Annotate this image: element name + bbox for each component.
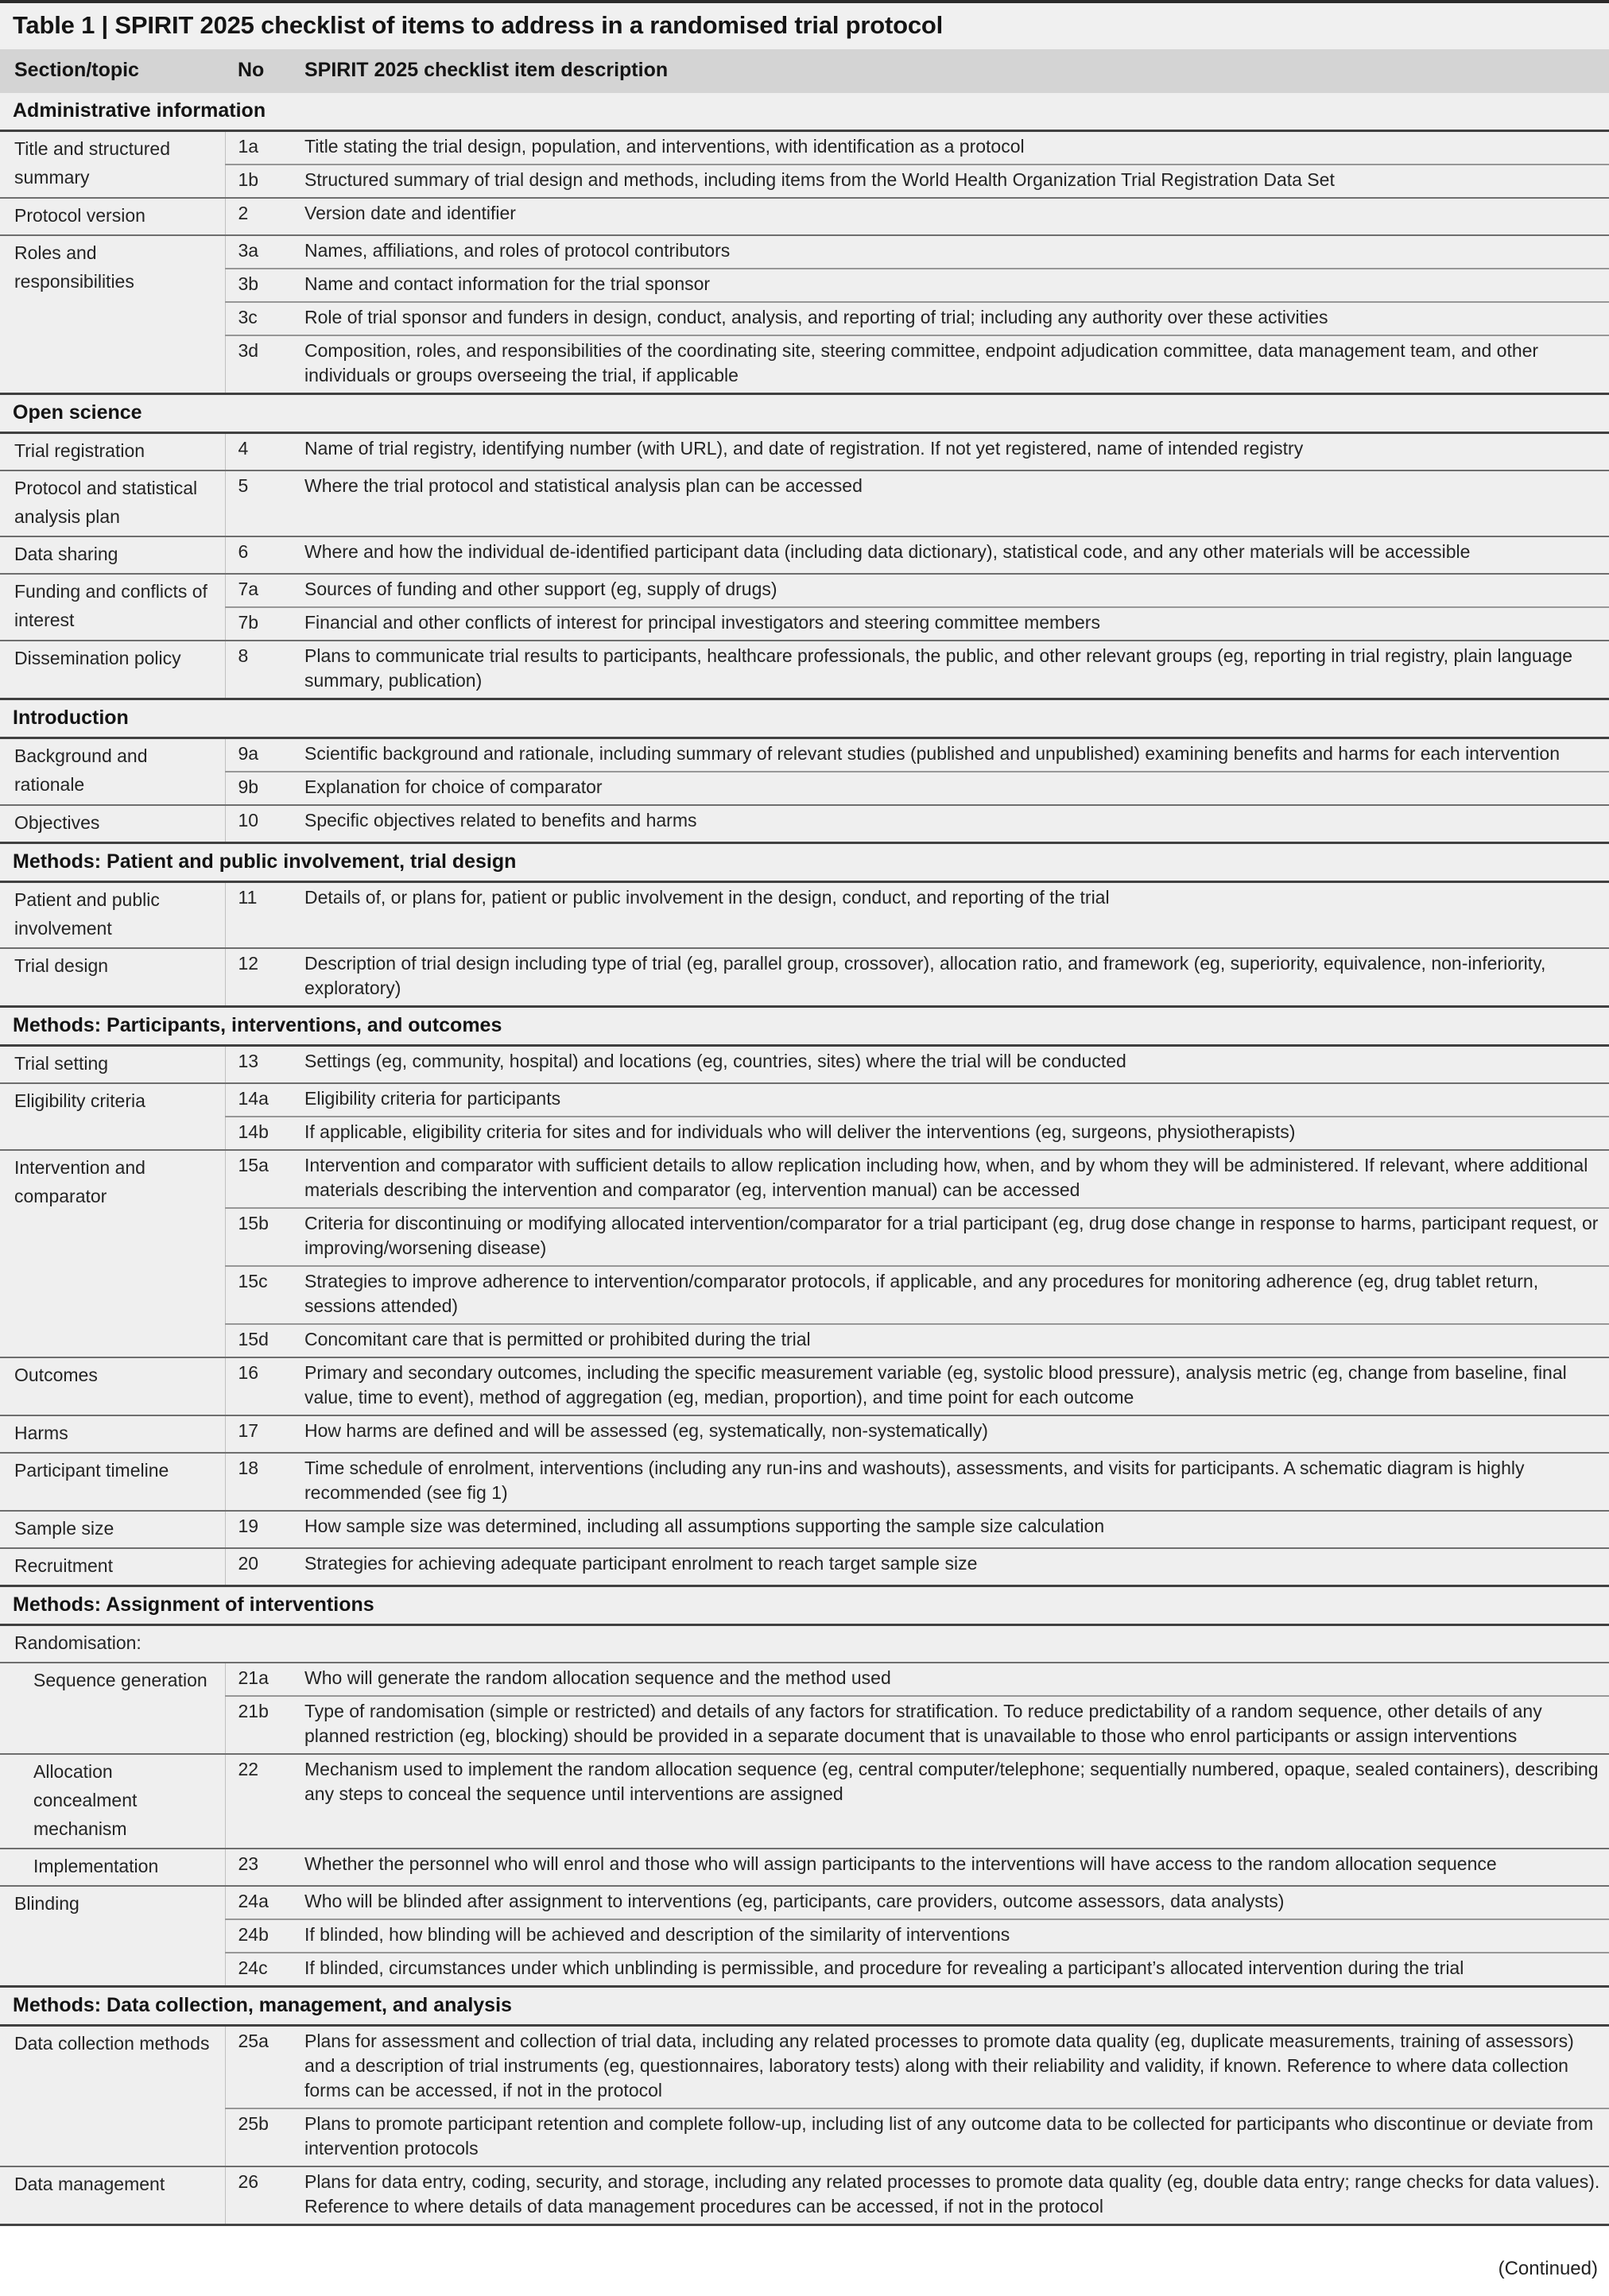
item-description-cell: If blinded, how blinding will be achieved and description of the similarity of interventions — [304, 1919, 1609, 1953]
item-description-cell: Strategies for achieving adequate participant enrolment to reach target sample size — [304, 1548, 1609, 1586]
topic-cell: Outcomes — [0, 1357, 225, 1415]
item-number-cell: 20 — [225, 1548, 304, 1586]
table-title-bar — [0, 3, 1609, 49]
table-row — [0, 1453, 1609, 1511]
topic-cell: Participant timeline — [0, 1453, 225, 1511]
section-header-label: Methods: Patient and public involvement, trial design — [0, 843, 1609, 882]
table-row — [0, 882, 1609, 949]
table-row — [0, 335, 1609, 394]
item-description-cell: Plans for assessment and collection of trial data, including any related processes to promote data quality (eg, duplicate measurements, training of assessors) and a description of trial instruments (eg, questionnaires, laboratory tests) along with their reliability and validity, if known. Reference to where data collection forms can be accessed, if not in the protocol — [304, 2026, 1609, 2109]
item-number-cell: 9a — [225, 738, 304, 772]
item-number-cell: 24b — [225, 1919, 304, 1953]
item-description-cell: If blinded, circumstances under which unblinding is permissible, and procedure for revealing a participant’s allocated intervention during the trial — [304, 1953, 1609, 1987]
item-description-cell: Settings (eg, community, hospital) and locations (eg, countries, sites) where the trial will be conducted — [304, 1046, 1609, 1084]
column-header-no: No — [225, 49, 304, 93]
item-description-cell: Financial and other conflicts of interest for principal investigators and steering committee members — [304, 607, 1609, 641]
item-number-cell: 8 — [225, 641, 304, 699]
table-row — [0, 235, 1609, 269]
section-row — [0, 1987, 1609, 2026]
table-row — [0, 1266, 1609, 1324]
item-number-cell: 5 — [225, 470, 304, 536]
item-number-cell: 15d — [225, 1324, 304, 1357]
table-row — [0, 641, 1609, 699]
section-row — [0, 1586, 1609, 1625]
table-row — [0, 536, 1609, 574]
item-description-cell: Who will generate the random allocation sequence and the method used — [304, 1663, 1609, 1696]
spirit-checklist-table — [0, 49, 1609, 2226]
table-row — [0, 1625, 1609, 1663]
item-number-cell: 7b — [225, 607, 304, 641]
item-description-cell: Type of randomisation (simple or restricted) and details of any factors for stratification. To reduce predictability of a random sequence, other details of any planned restriction (eg, blocking) should be provided in a separate document that is unavailable to those who enrol participants or assign interventions — [304, 1696, 1609, 1754]
section-header-label: Methods: Data collection, management, and analysis — [0, 1987, 1609, 2026]
item-description-cell: Version date and identifier — [304, 198, 1609, 235]
topic-cell: Intervention and comparator — [0, 1150, 225, 1357]
item-description-cell: How sample size was determined, including all assumptions supporting the sample size calculation — [304, 1511, 1609, 1548]
topic-cell: Blinding — [0, 1886, 225, 1987]
item-number-cell: 1a — [225, 131, 304, 165]
table-row — [0, 607, 1609, 641]
table-row — [0, 948, 1609, 1007]
topic-cell: Harms — [0, 1415, 225, 1453]
section-header-label: Methods: Assignment of interventions — [0, 1586, 1609, 1625]
item-description-cell: Primary and secondary outcomes, including the specific measurement variable (eg, systolic blood pressure), analysis metric (eg, change from baseline, final value, time to event), method of aggregation (eg, median, proportion), and time point for each outcome — [304, 1357, 1609, 1415]
section-header-label: Open science — [0, 394, 1609, 433]
item-number-cell: 21b — [225, 1696, 304, 1754]
item-description-cell: Details of, or plans for, patient or public involvement in the design, conduct, and reporting of the trial — [304, 882, 1609, 949]
item-number-cell: 4 — [225, 433, 304, 471]
table-row — [0, 772, 1609, 805]
table-row — [0, 131, 1609, 165]
table-row — [0, 1953, 1609, 1987]
item-description-cell: Concomitant care that is permitted or prohibited during the trial — [304, 1324, 1609, 1357]
topic-cell: Implementation — [0, 1849, 225, 1886]
table-title: Table 1 | SPIRIT 2025 checklist of items to address in a randomised trial protocol — [13, 11, 944, 39]
item-description-cell: Structured summary of trial design and methods, including items from the World Health Organization Trial Registration Data Set — [304, 165, 1609, 198]
table-row — [0, 805, 1609, 843]
item-description-cell: Time schedule of enrolment, interventions (including any run-ins and washouts), assessments, and visits for participants. A schematic diagram is highly recommended (see fig 1) — [304, 1453, 1609, 1511]
topic-cell: Trial design — [0, 948, 225, 1007]
item-description-cell: Plans to communicate trial results to participants, healthcare professionals, the public, and other relevant groups (eg, reporting in trial registry, plain language summary, publication) — [304, 641, 1609, 699]
table-body — [0, 93, 1609, 2225]
item-number-cell: 6 — [225, 536, 304, 574]
item-number-cell: 24a — [225, 1886, 304, 1919]
table-row — [0, 165, 1609, 198]
table-row — [0, 198, 1609, 235]
topic-cell: Roles and responsibilities — [0, 235, 225, 394]
topic-cell: Sample size — [0, 1511, 225, 1548]
item-description-cell: Name and contact information for the trial sponsor — [304, 269, 1609, 302]
section-header-label: Administrative information — [0, 93, 1609, 131]
item-description-cell: Plans to promote participant retention and complete follow-up, including list of any outcome data to be collected for participants who discontinue or deviate from intervention protocols — [304, 2108, 1609, 2166]
table-row — [0, 1046, 1609, 1084]
table-row — [0, 1663, 1609, 1696]
table-row — [0, 1150, 1609, 1208]
item-number-cell: 12 — [225, 948, 304, 1007]
item-description-cell: Names, affiliations, and roles of protocol contributors — [304, 235, 1609, 269]
table-row — [0, 1696, 1609, 1754]
section-row — [0, 394, 1609, 433]
item-description-cell: Where and how the individual de-identified participant data (including data dictionary), statistical code, and any other materials will be accessible — [304, 536, 1609, 574]
table-row — [0, 2166, 1609, 2225]
table-header — [0, 49, 1609, 93]
table-row — [0, 1511, 1609, 1548]
table-row — [0, 1208, 1609, 1266]
table-row — [0, 2108, 1609, 2166]
section-row — [0, 699, 1609, 738]
table-row — [0, 269, 1609, 302]
item-number-cell: 3c — [225, 302, 304, 335]
table-row — [0, 2026, 1609, 2109]
topic-cell: Trial registration — [0, 433, 225, 471]
topic-cell: Recruitment — [0, 1548, 225, 1586]
item-number-cell: 2 — [225, 198, 304, 235]
item-number-cell: 23 — [225, 1849, 304, 1886]
item-number-cell: 15c — [225, 1266, 304, 1324]
topic-cell: Protocol version — [0, 198, 225, 235]
table-row — [0, 433, 1609, 471]
item-description-cell: Role of trial sponsor and funders in design, conduct, analysis, and reporting of trial; including any authority over these activities — [304, 302, 1609, 335]
topic-cell: Trial setting — [0, 1046, 225, 1084]
item-description-cell: How harms are defined and will be assessed (eg, systematically, non-systematically) — [304, 1415, 1609, 1453]
topic-cell: Allocation concealment mechanism — [0, 1754, 225, 1849]
table-row — [0, 1548, 1609, 1586]
topic-cell: Data management — [0, 2166, 225, 2225]
item-number-cell: 24c — [225, 1953, 304, 1987]
table-row — [0, 1919, 1609, 1953]
table-row — [0, 1849, 1609, 1886]
section-row — [0, 93, 1609, 131]
item-number-cell: 15a — [225, 1150, 304, 1208]
item-number-cell: 1b — [225, 165, 304, 198]
item-number-cell: 25a — [225, 2026, 304, 2109]
item-number-cell: 18 — [225, 1453, 304, 1511]
item-description-cell: Specific objectives related to benefits and harms — [304, 805, 1609, 843]
table-row — [0, 1083, 1609, 1117]
topic-cell: Eligibility criteria — [0, 1083, 225, 1150]
topic-cell: Title and structured summary — [0, 131, 225, 199]
item-description-cell: Eligibility criteria for participants — [304, 1083, 1609, 1117]
item-description-cell: If applicable, eligibility criteria for sites and for individuals who will deliver the interventions (eg, surgeons, physiotherapists) — [304, 1117, 1609, 1150]
item-description-cell: Plans for data entry, coding, security, and storage, including any related processes to promote data quality (eg, double data entry; range checks for data values). Reference to where details of data management procedures can be accessed, if not in the protocol — [304, 2166, 1609, 2225]
continued-note: (Continued) — [1498, 2258, 1598, 2279]
item-number-cell: 3d — [225, 335, 304, 394]
column-header-section-topic: Section/topic — [0, 49, 225, 93]
topic-cell: Background and rationale — [0, 738, 225, 806]
item-number-cell: 3a — [225, 235, 304, 269]
table-row — [0, 1357, 1609, 1415]
topic-cell: Objectives — [0, 805, 225, 843]
item-description-cell: Title stating the trial design, population, and interventions, with identification as a protocol — [304, 131, 1609, 165]
item-number-cell: 14a — [225, 1083, 304, 1117]
topic-cell: Data sharing — [0, 536, 225, 574]
item-description-cell: Explanation for choice of comparator — [304, 772, 1609, 805]
item-number-cell: 13 — [225, 1046, 304, 1084]
item-number-cell: 3b — [225, 269, 304, 302]
table-row — [0, 738, 1609, 772]
table-row — [0, 302, 1609, 335]
topic-cell: Data collection methods — [0, 2026, 225, 2167]
item-description-cell: Where the trial protocol and statistical analysis plan can be accessed — [304, 470, 1609, 536]
item-description-cell: Whether the personnel who will enrol and those who will assign participants to the interventions will have access to the random allocation sequence — [304, 1849, 1609, 1886]
section-header-label: Methods: Participants, interventions, and outcomes — [0, 1007, 1609, 1046]
topic-cell: Protocol and statistical analysis plan — [0, 470, 225, 536]
table-row — [0, 1117, 1609, 1150]
item-number-cell: 15b — [225, 1208, 304, 1266]
section-header-label: Introduction — [0, 699, 1609, 738]
topic-cell: Dissemination policy — [0, 641, 225, 699]
item-number-cell: 25b — [225, 2108, 304, 2166]
section-row — [0, 1007, 1609, 1046]
item-description-cell: Scientific background and rationale, including summary of relevant studies (published and unpublished) examining benefits and harms for each intervention — [304, 738, 1609, 772]
item-number-cell: 19 — [225, 1511, 304, 1548]
item-number-cell: 9b — [225, 772, 304, 805]
item-description-cell: Strategies to improve adherence to intervention/comparator protocols, if applicable, and any procedures for monitoring adherence (eg, drug tablet return, sessions attended) — [304, 1266, 1609, 1324]
column-header-description: SPIRIT 2025 checklist item description — [304, 49, 1609, 93]
item-description-cell: Who will be blinded after assignment to interventions (eg, participants, care providers, outcome assessors, data analysts) — [304, 1886, 1609, 1919]
item-number-cell: 11 — [225, 882, 304, 949]
topic-cell: Sequence generation — [0, 1663, 225, 1754]
item-number-cell: 22 — [225, 1754, 304, 1849]
item-description-cell: Criteria for discontinuing or modifying allocated intervention/comparator for a trial participant (eg, drug dose change in response to harms, participant request, or improving/worsening disease) — [304, 1208, 1609, 1266]
item-description-cell: Mechanism used to implement the random allocation sequence (eg, central computer/telephone; sequentially numbered, opaque, sealed containers), describing any steps to conceal the sequence until interventions are assigned — [304, 1754, 1609, 1849]
item-number-cell: 16 — [225, 1357, 304, 1415]
item-description-cell: Name of trial registry, identifying number (with URL), and date of registration. If not yet registered, name of intended registry — [304, 433, 1609, 471]
table-row — [0, 470, 1609, 536]
table-row — [0, 1754, 1609, 1849]
topic-cell: Funding and conflicts of interest — [0, 574, 225, 641]
item-number-cell: 17 — [225, 1415, 304, 1453]
item-description-cell: Composition, roles, and responsibilities of the coordinating site, steering committee, endpoint adjudication committee, data management team, and other individuals or groups overseeing the trial, if applicable — [304, 335, 1609, 394]
header-row — [0, 49, 1609, 93]
table-row — [0, 1415, 1609, 1453]
table-row — [0, 1886, 1609, 1919]
item-description-cell: Description of trial design including type of trial (eg, parallel group, crossover), allocation ratio, and framework (eg, superiority, equivalence, non-inferiority, exploratory) — [304, 948, 1609, 1007]
topic-cell: Randomisation: — [0, 1625, 1609, 1663]
item-number-cell: 26 — [225, 2166, 304, 2225]
item-number-cell: 10 — [225, 805, 304, 843]
table-row — [0, 1324, 1609, 1357]
item-description-cell: Intervention and comparator with sufficient details to allow replication including how, when, and by whom they will be administered. If relevant, where additional materials describing the intervention and comparator (eg, intervention manual) can be accessed — [304, 1150, 1609, 1208]
topic-cell: Patient and public involvement — [0, 882, 225, 949]
item-number-cell: 21a — [225, 1663, 304, 1696]
table-row — [0, 574, 1609, 607]
item-number-cell: 7a — [225, 574, 304, 607]
item-description-cell: Sources of funding and other support (eg, supply of drugs) — [304, 574, 1609, 607]
item-number-cell: 14b — [225, 1117, 304, 1150]
section-row — [0, 843, 1609, 882]
